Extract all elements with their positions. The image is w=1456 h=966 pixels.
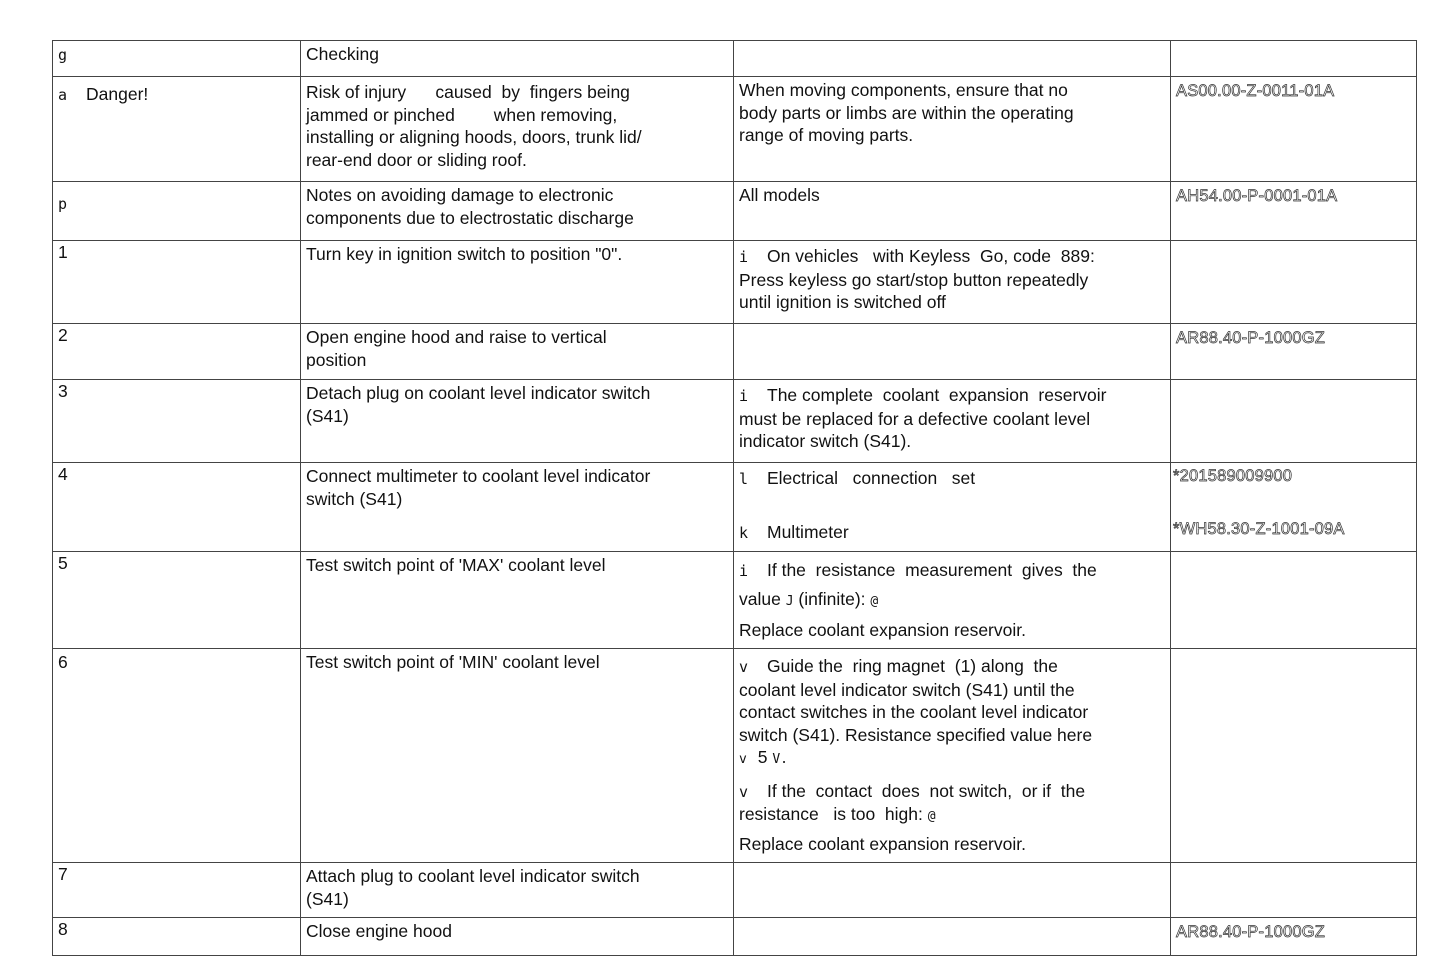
tool-label: Electrical connection set: [767, 468, 976, 488]
arrow-icon: v: [739, 752, 747, 767]
empty-cell: [1171, 241, 1417, 324]
danger-ref[interactable]: [1171, 77, 1417, 182]
danger-note-line: body parts or limbs are within the operating: [739, 102, 1074, 123]
danger-note-line: When moving components, ensure that no: [739, 80, 1068, 100]
info-line: contact switches in the coolant level indicator: [739, 702, 1089, 722]
table-row-danger: [53, 77, 1417, 182]
step-refs[interactable]: [1171, 463, 1417, 552]
info-icon: i: [739, 387, 749, 405]
arrow-icon: v: [739, 782, 749, 801]
step-number: 3: [53, 380, 301, 463]
step-text: Test switch point of 'MAX' coolant level: [301, 552, 734, 649]
info-line: must be replaced for a defective coolant level: [739, 408, 1091, 429]
step-number: 4: [53, 463, 301, 552]
procedure-table: [52, 40, 1417, 956]
empty-cell: [734, 863, 1171, 918]
danger-cell: [53, 77, 301, 182]
info-icon: i: [739, 562, 749, 580]
action-text: Replace coolant expansion reservoir.: [739, 833, 1026, 854]
empty-cell: [1171, 863, 1417, 918]
step-line: Attach plug to coolant level indicator switch: [306, 866, 640, 886]
info-icon: i: [739, 248, 749, 266]
step-number: 6: [53, 649, 301, 863]
empty-cell: [734, 918, 1171, 956]
notes-line: components due to electrostatic discharge: [306, 207, 634, 228]
empty-cell: [1171, 41, 1417, 77]
value-suffix: (infinite):: [798, 589, 866, 609]
reference-link[interactable]: *WH58.30-Z-1001-09A: [1173, 519, 1345, 538]
empty-cell: [734, 324, 1171, 380]
unit-label: V.: [772, 752, 788, 767]
notes-ref[interactable]: [1171, 182, 1417, 241]
empty-cell: [734, 41, 1171, 77]
step-number: 7: [53, 863, 301, 918]
action-arrow-icon: @: [870, 594, 879, 609]
reference-link[interactable]: AR88.40-P-1000GZ: [1176, 923, 1326, 941]
checking-title: Checking: [301, 41, 734, 77]
table-row-step-2: [53, 324, 1417, 380]
table-row-notes: [53, 182, 1417, 241]
empty-cell: [1171, 552, 1417, 649]
step-line: (S41): [306, 888, 349, 909]
danger-note-text: [734, 77, 1171, 182]
step-line: (S41): [306, 405, 349, 426]
step-info: [734, 552, 1171, 649]
danger-label: Danger!: [86, 84, 149, 104]
reference-link[interactable]: AS00.00-Z-0011-01A: [1176, 82, 1335, 100]
notes-symbol-cell: [53, 182, 301, 241]
reference-link[interactable]: AR88.40-P-1000GZ: [1176, 329, 1326, 347]
table-row-step-8: [53, 918, 1417, 956]
danger-risk-line: Risk of injury caused by fingers being: [306, 82, 630, 102]
action-text: Replace coolant expansion reservoir.: [739, 620, 1026, 640]
step-text: Turn key in ignition switch to position "0".: [301, 241, 734, 324]
meter-icon: k: [739, 523, 749, 542]
info-line: indicator switch (S41).: [739, 431, 912, 451]
table-row-step-7: [53, 863, 1417, 918]
info-line: switch (S41). Resistance specified value here: [739, 724, 1093, 745]
arrow-icon: v: [739, 658, 749, 676]
tool-label: Multimeter: [767, 521, 849, 542]
step-line: Connect multimeter to coolant level indicator: [306, 466, 651, 486]
danger-risk-line: jammed or pinched when removing,: [306, 104, 618, 125]
info-line: If the resistance measurement gives the: [767, 560, 1097, 580]
step-text: [301, 463, 734, 552]
step-line: Detach plug on coolant level indicator switch: [306, 383, 651, 403]
table-row-step-3: [53, 380, 1417, 463]
table-row-step-5: [53, 552, 1417, 649]
step-number: 1: [53, 241, 301, 324]
empty-cell: [1171, 380, 1417, 463]
warning-icon: a: [58, 86, 68, 104]
step-text: [301, 324, 734, 380]
note-icon: p: [58, 195, 68, 213]
step-number: 5: [53, 552, 301, 649]
step-text: Close engine hood: [301, 918, 734, 956]
notes-line: Notes on avoiding damage to electronic: [306, 185, 614, 205]
step-number: 8: [53, 918, 301, 956]
checking-symbol: g: [58, 46, 68, 64]
value-prefix: value: [739, 589, 781, 609]
step-ref[interactable]: [1171, 324, 1417, 380]
info-line: The complete coolant expansion reservoir: [767, 385, 1107, 405]
danger-risk-line: rear-end door or sliding roof.: [306, 149, 527, 170]
table-row-checking: [53, 41, 1417, 77]
infinity-icon: J: [785, 594, 794, 609]
notes-text: [301, 182, 734, 241]
info-line: Guide the ring magnet (1) along the: [767, 656, 1058, 676]
step-text: [301, 380, 734, 463]
table-row-step-4: [53, 463, 1417, 552]
tool-icon: l: [739, 470, 749, 488]
action-arrow-icon: @: [927, 809, 936, 824]
step-info: [734, 649, 1171, 863]
table-row-step-6: [53, 649, 1417, 863]
step-line: Open engine hood and raise to vertical: [306, 327, 607, 347]
step-line: switch (S41): [306, 488, 403, 509]
table-row-step-1: [53, 241, 1417, 324]
danger-risk-line: installing or aligning hoods, doors, trunk lid/: [306, 127, 642, 147]
info-line: On vehicles with Keyless Go, code 889:: [767, 246, 1095, 266]
empty-cell: [1171, 649, 1417, 863]
specified-value: 5: [757, 747, 768, 767]
step-info: [734, 241, 1171, 324]
danger-note-line: range of moving parts.: [739, 125, 914, 145]
danger-risk-text: [301, 77, 734, 182]
info-line: until ignition is switched off: [739, 292, 946, 312]
notes-models: All models: [734, 182, 1171, 241]
step-ref[interactable]: [1171, 918, 1417, 956]
info-line: Press keyless go start/stop button repeatedly: [739, 269, 1089, 290]
step-text: Test switch point of 'MIN' coolant level: [301, 649, 734, 863]
reference-link[interactable]: AH54.00-P-0001-01A: [1176, 187, 1338, 205]
info-line: resistance is too high:: [739, 804, 923, 824]
step-number: 2: [53, 324, 301, 380]
step-text: [301, 863, 734, 918]
checking-symbol-cell: [53, 41, 301, 77]
reference-link[interactable]: *201589009900: [1173, 467, 1293, 485]
step-line: position: [306, 349, 367, 370]
info-line: If the contact does not switch, or if the: [767, 780, 1086, 801]
step-tools: [734, 463, 1171, 552]
info-line: coolant level indicator switch (S41) until the: [739, 679, 1075, 700]
step-info: [734, 380, 1171, 463]
